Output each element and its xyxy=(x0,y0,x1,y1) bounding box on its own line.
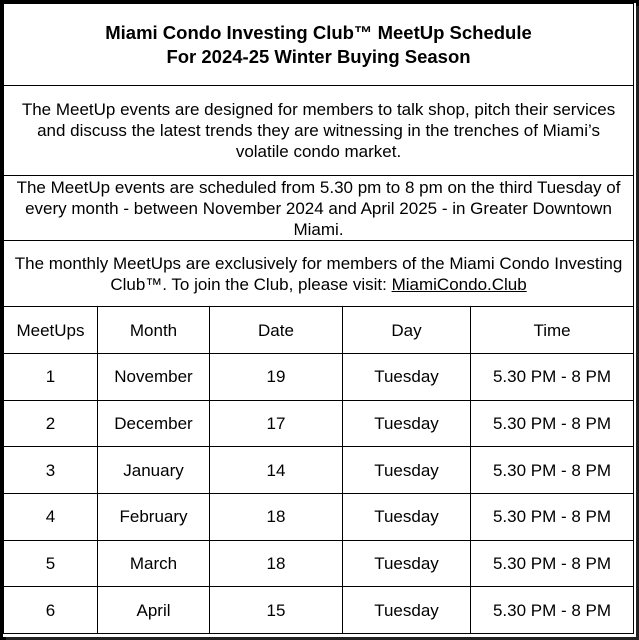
day-cell: Tuesday xyxy=(343,353,471,400)
day-cell: Tuesday xyxy=(343,493,471,540)
date-cell: 15 xyxy=(210,587,343,634)
column-header-month: Month xyxy=(98,307,210,354)
column-header-meetups: MeetUps xyxy=(4,307,98,354)
date-cell: 17 xyxy=(210,400,343,447)
meetup-number-cell: 2 xyxy=(4,400,98,447)
join-club-text xyxy=(4,241,634,307)
column-header-time: Time xyxy=(471,307,634,354)
schedule-note-text: The MeetUp events are scheduled from 5.30 pm to 8 pm on the third Tuesday of every month - between November 2024 and April 2025 - in Greater Downtown Miami. xyxy=(4,176,634,241)
month-cell: December xyxy=(98,400,210,447)
time-cell: 5.30 PM - 8 PM xyxy=(471,493,634,540)
month-cell: November xyxy=(98,353,210,400)
column-header-date: Date xyxy=(210,307,343,354)
meetup-number-cell: 1 xyxy=(4,353,98,400)
table-row xyxy=(4,540,634,587)
date-cell: 18 xyxy=(210,493,343,540)
time-cell: 5.30 PM - 8 PM xyxy=(471,353,634,400)
month-cell: April xyxy=(98,587,210,634)
table-row xyxy=(4,587,634,634)
date-cell: 18 xyxy=(210,540,343,587)
meetup-number-cell: 4 xyxy=(4,493,98,540)
page-title xyxy=(4,4,634,86)
time-cell: 5.30 PM - 8 PM xyxy=(471,447,634,494)
month-cell: February xyxy=(98,493,210,540)
title-line-1: Miami Condo Investing Club™ MeetUp Schedule xyxy=(105,21,532,43)
time-cell: 5.30 PM - 8 PM xyxy=(471,540,634,587)
date-cell: 19 xyxy=(210,353,343,400)
title-line-2: For 2024-25 Winter Buying Season xyxy=(166,45,471,67)
table-row xyxy=(4,493,634,540)
day-cell: Tuesday xyxy=(343,587,471,634)
miamicondo-club-link[interactable]: MiamiCondo.Club xyxy=(391,274,527,294)
table-row xyxy=(4,400,634,447)
column-header-day: Day xyxy=(343,307,471,354)
month-cell: March xyxy=(98,540,210,587)
join-text: The monthly MeetUps are exclusively for members of the Miami Condo Investing Club™. To join the Club, please visit: xyxy=(14,253,623,294)
time-cell: 5.30 PM - 8 PM xyxy=(471,587,634,634)
table-row xyxy=(4,353,634,400)
table-row xyxy=(4,447,634,494)
date-cell: 14 xyxy=(210,447,343,494)
day-cell: Tuesday xyxy=(343,400,471,447)
meetup-number-cell: 6 xyxy=(4,587,98,634)
month-cell: January xyxy=(98,447,210,494)
meetup-number-cell: 3 xyxy=(4,447,98,494)
description-text: The MeetUp events are designed for members to talk shop, pitch their services and discuss the latest trends they are witnessing in the trenches of Miami’s volatile condo market. xyxy=(4,86,634,176)
day-cell: Tuesday xyxy=(343,447,471,494)
day-cell: Tuesday xyxy=(343,540,471,587)
time-cell: 5.30 PM - 8 PM xyxy=(471,400,634,447)
table-header-row xyxy=(4,307,634,354)
meetup-number-cell: 5 xyxy=(4,540,98,587)
meetup-schedule-table xyxy=(3,3,634,634)
